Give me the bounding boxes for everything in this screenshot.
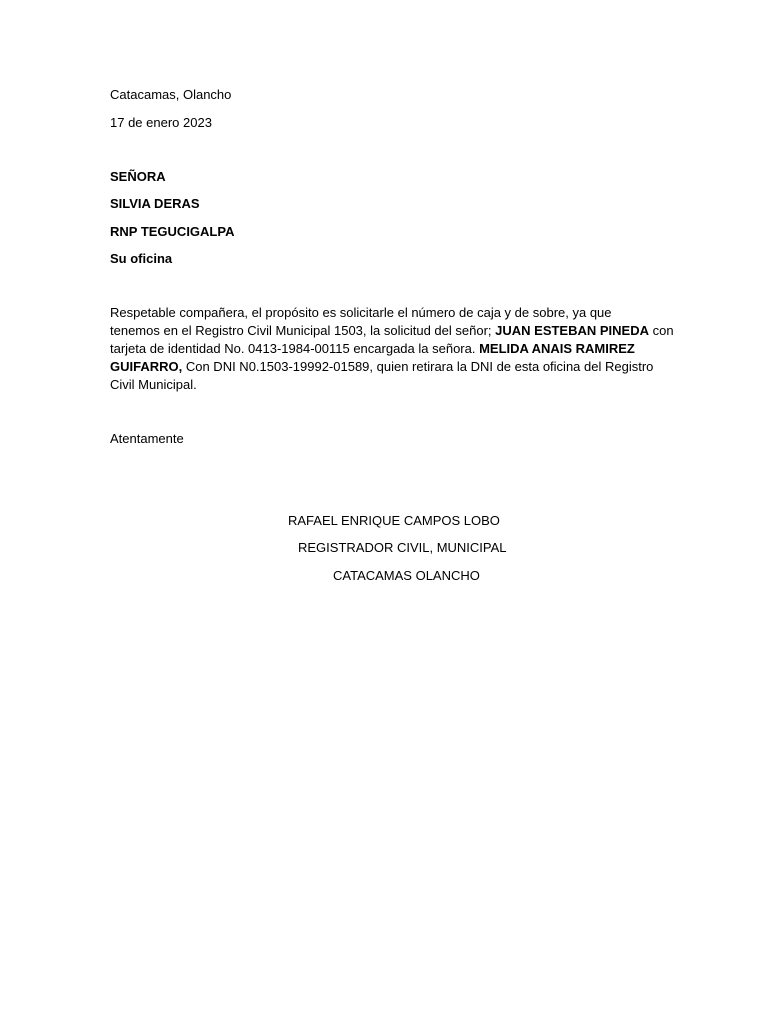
authorized-person-name: MELIDA ANAIS RAMIREZ bbox=[479, 341, 635, 356]
recipient-salutation: SEÑORA bbox=[110, 169, 166, 184]
letter-place: Catacamas, Olancho bbox=[110, 87, 232, 102]
body-line-3 bbox=[110, 340, 662, 358]
body-line-4 bbox=[110, 358, 662, 376]
letter-date: 17 de enero 2023 bbox=[110, 115, 212, 130]
authorized-person-surname: GUIFARRO, bbox=[110, 359, 183, 374]
body-line-2 bbox=[110, 322, 674, 340]
body-line-4-text: Con DNI N0.1503-19992-01589, quien retirara la DNI de esta oficina del Registro bbox=[182, 359, 654, 374]
body-line-2-text: tenemos en el Registro Civil Municipal 1503, la solicitud del señor; bbox=[110, 323, 496, 338]
recipient-organization: RNP TEGUCIGALPA bbox=[110, 224, 235, 239]
petitioner-name: JUAN ESTEBAN PINEDA bbox=[495, 323, 649, 338]
body-line-5 bbox=[110, 376, 662, 394]
signatory-location: CATACAMAS OLANCHO bbox=[333, 568, 480, 583]
signatory-title: REGISTRADOR CIVIL, MUNICIPAL bbox=[298, 540, 507, 555]
signatory-name: RAFAEL ENRIQUE CAMPOS LOBO bbox=[288, 513, 500, 528]
body-line-1 bbox=[110, 304, 662, 322]
body-line-2-end: con bbox=[649, 323, 674, 338]
recipient-office: Su oficina bbox=[110, 251, 173, 266]
letter-closing: Atentamente bbox=[110, 431, 184, 446]
body-line-1-text: Respetable compañera, el propósito es solicitarle el número de caja y de sobre, ya que bbox=[110, 305, 612, 320]
recipient-name: SILVIA DERAS bbox=[110, 196, 200, 211]
body-line-3-text: tarjeta de identidad No. 0413-1984-00115 encargada la señora. bbox=[110, 341, 480, 356]
letter-body bbox=[110, 304, 674, 394]
body-line-5-text: Civil Municipal. bbox=[110, 377, 197, 392]
